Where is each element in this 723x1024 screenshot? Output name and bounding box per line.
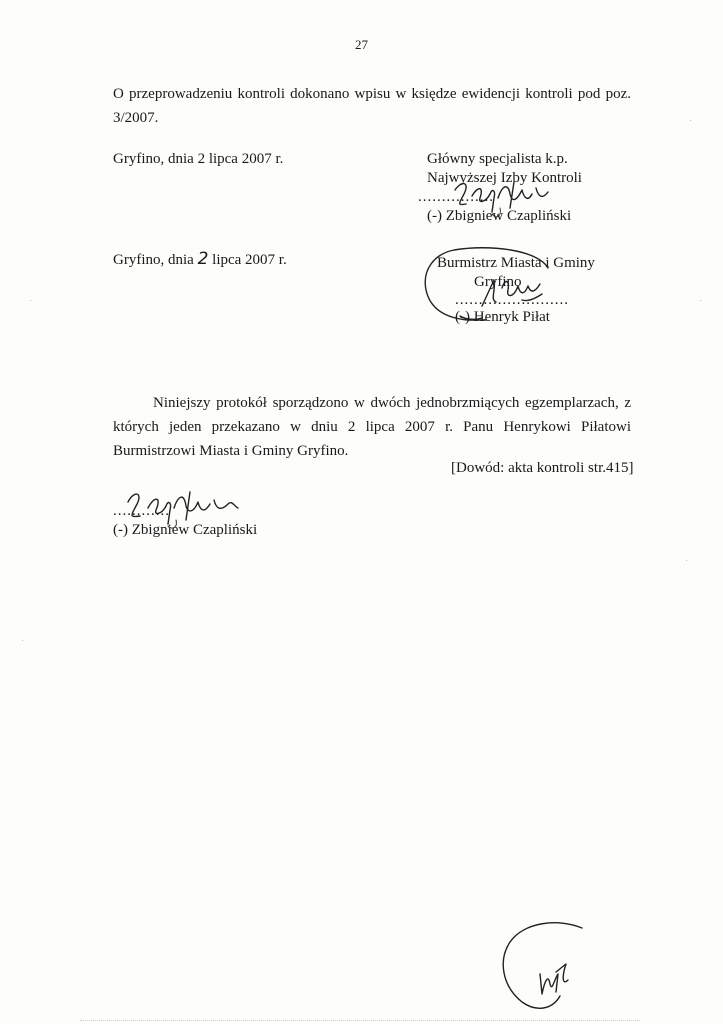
handwritten-day: 2 (197, 249, 209, 269)
signatory-1-title-line-2: Najwyższej Izby Kontroli (427, 170, 582, 186)
signature-line-dots-1: ................ (418, 189, 494, 205)
scan-bottom-edge (80, 1020, 640, 1021)
signatory-2-title-line-2: Gryfino (474, 274, 522, 290)
signatory-1-title-line-1: Główny specjalista k.p. (427, 151, 568, 167)
place-date-2-prefix: Gryfino, dnia (113, 252, 198, 268)
place-date-2 (113, 250, 287, 269)
scan-speckle (690, 120, 691, 121)
signature-line-dots-2: ........................ (455, 292, 569, 308)
scan-speckle (686, 560, 687, 561)
page-number: 27 (355, 37, 368, 52)
evidence-reference: [Dowód: akta kontroli str.415] (451, 460, 634, 476)
scan-speckle (30, 300, 31, 301)
place-date-2-suffix: lipca 2007 r. (208, 252, 287, 268)
signatory-3-name: (-) Zbigniew Czapliński (113, 522, 258, 538)
signatory-1-name: (-) Zbigniew Czapliński (427, 208, 572, 224)
scan-speckle (700, 300, 701, 301)
signature-line-dots-3: ............ (113, 503, 170, 519)
place-date-1: Gryfino, dnia 2 lipca 2007 r. (113, 151, 284, 167)
paragraph-protocol-copies: Niniejszy protokół sporządzono w dwóch jednobrzmiących egzemplarzach, z których jeden przekazano w dniu 2 lipca 2007 r. Panu Henrykowi Piłatowi Burmistrzowi Miasta i Gminy Gryfino. (113, 395, 631, 459)
signatory-2-name: (-) Henryk Piłat (455, 309, 550, 325)
paragraph-inspection-entry: O przeprowadzeniu kontroli dokonano wpisu w księdze ewidencji kontroli pod poz. 3/2007. (113, 86, 631, 126)
scan-speckle (22, 640, 23, 641)
signatory-2-title-line-1: Burmistrz Miasta i Gminy (437, 255, 595, 271)
